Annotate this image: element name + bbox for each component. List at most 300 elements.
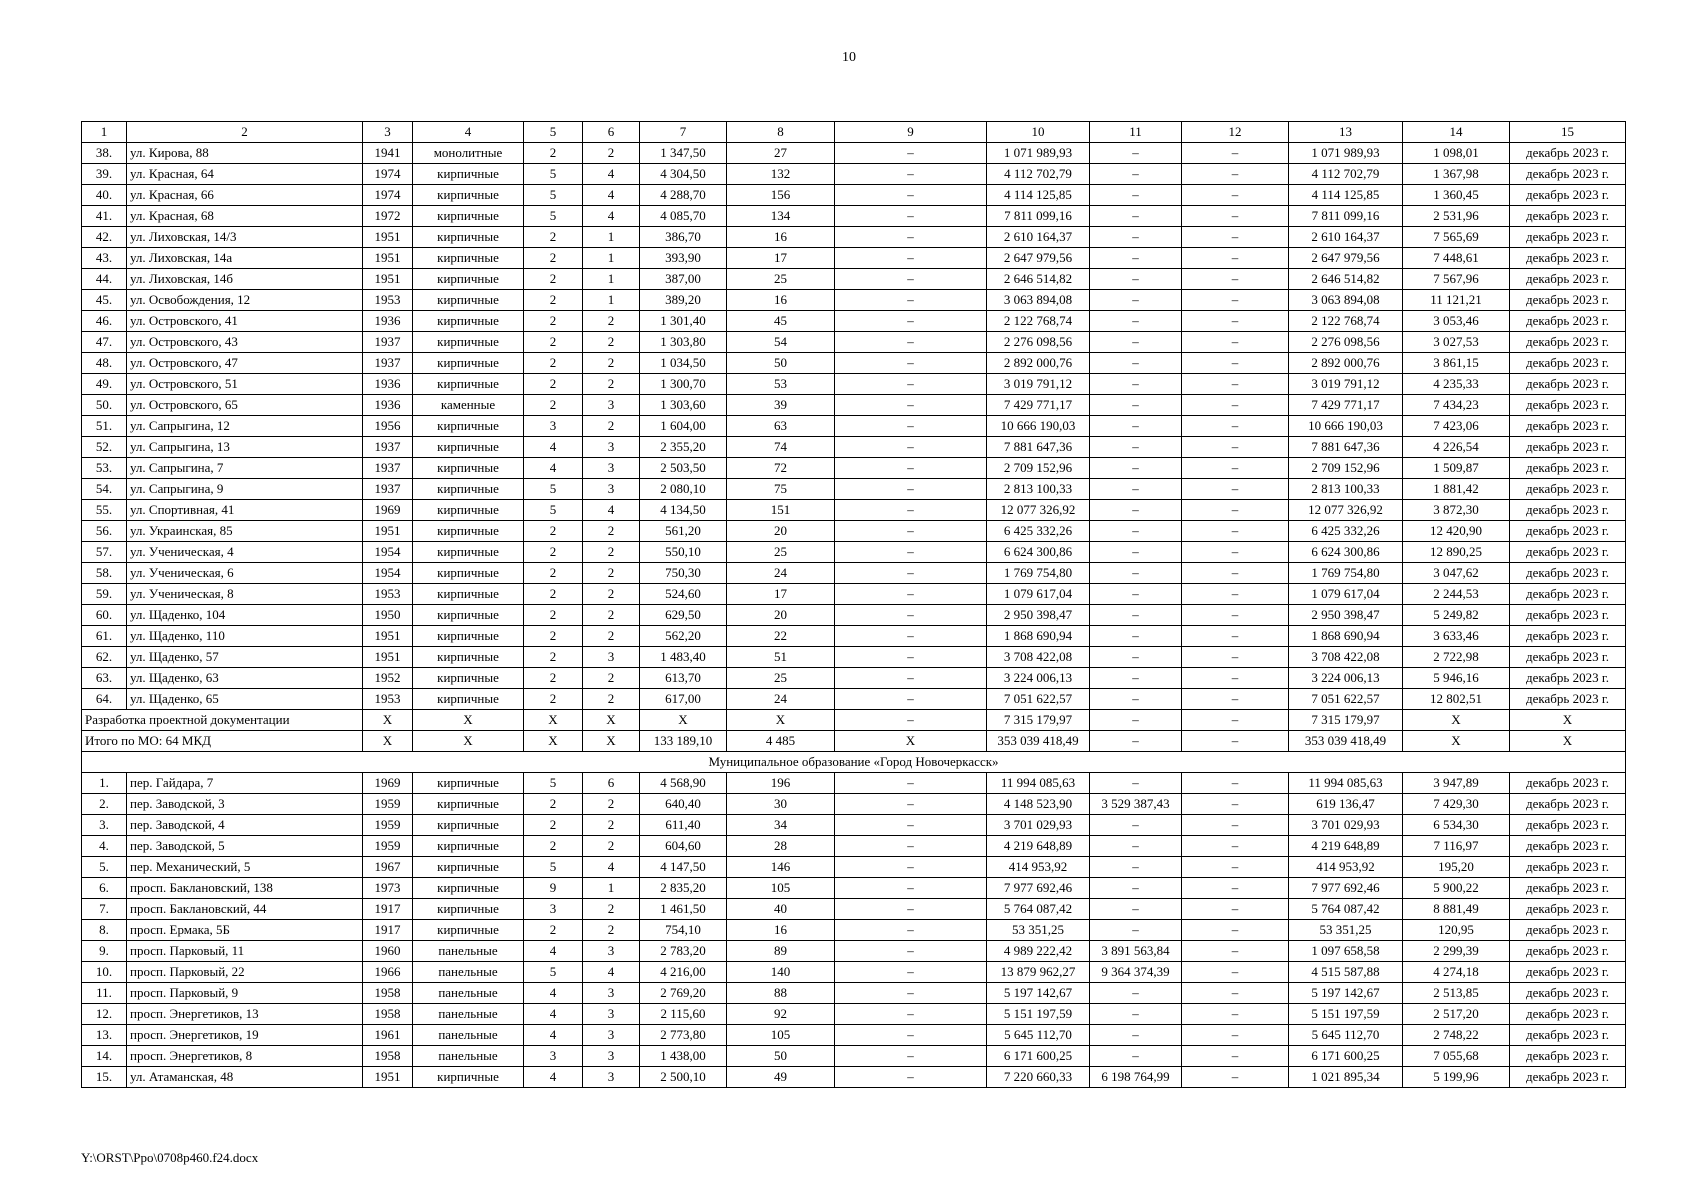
table-row [82,332,1626,353]
table-cell: 50 [727,1046,835,1067]
table-cell: – [1090,290,1182,311]
table-cell: 4 112 702,79 [1289,164,1403,185]
table-cell: ул. Сапрыгина, 13 [127,437,363,458]
table-cell: декабрь 2023 г. [1510,185,1626,206]
table-cell: ул. Лиховская, 14/3 [127,227,363,248]
table-cell: декабрь 2023 г. [1510,416,1626,437]
table-cell: 88 [727,983,835,1004]
table-row [82,563,1626,584]
table-cell: 3 063 894,08 [987,290,1090,311]
table-cell: 1 367,98 [1403,164,1510,185]
table-cell: – [835,815,987,836]
table-cell: просп. Парковый, 9 [127,983,363,1004]
table-cell: 2 610 164,37 [1289,227,1403,248]
table-row [82,668,1626,689]
table-cell: – [1090,584,1182,605]
table-cell: – [835,605,987,626]
table-cell: 2 513,85 [1403,983,1510,1004]
table-cell: 3 [583,1067,640,1088]
table-cell: – [835,206,987,227]
table-cell: 1 347,50 [640,143,727,164]
table-cell: X [1403,731,1510,752]
table-cell: 28 [727,836,835,857]
table-cell: 3 019 791,12 [1289,374,1403,395]
table-cell: 3. [82,815,127,836]
table-cell: 3 [583,1025,640,1046]
table-cell: 2 122 768,74 [987,311,1090,332]
table-cell: монолитные [413,143,524,164]
table-cell: кирпичные [413,563,524,584]
table-cell: декабрь 2023 г. [1510,500,1626,521]
table-row [82,836,1626,857]
table-cell: 4 147,50 [640,857,727,878]
table-cell: 120,95 [1403,920,1510,941]
table-row [82,689,1626,710]
table-cell: 45 [727,311,835,332]
table-row [82,479,1626,500]
table-cell: 3 [583,437,640,458]
table-cell: 561,20 [640,521,727,542]
table-cell: 1937 [363,479,413,500]
table-cell: – [1090,836,1182,857]
table-cell: 134 [727,206,835,227]
table-cell: ул. Островского, 47 [127,353,363,374]
table-header-row [82,122,1626,143]
table-cell: 1 604,00 [640,416,727,437]
table-cell: панельные [413,1046,524,1067]
table-cell: 1937 [363,332,413,353]
table-cell: 2 276 098,56 [987,332,1090,353]
table-cell: панельные [413,1025,524,1046]
table-cell: 6. [82,878,127,899]
table-cell: декабрь 2023 г. [1510,290,1626,311]
table-cell: 4 [524,1025,583,1046]
table-cell: 2 [583,542,640,563]
table-cell: 1 [583,878,640,899]
table-cell: 2 [583,332,640,353]
table-cell: 7 977 692,46 [1289,878,1403,899]
table-cell: 53 351,25 [1289,920,1403,941]
table-cell: 4 219 648,89 [987,836,1090,857]
table-cell: – [1090,416,1182,437]
table-cell: 63 [727,416,835,437]
table-cell: кирпичные [413,857,524,878]
table-cell: 2 080,10 [640,479,727,500]
table-cell: 7 116,97 [1403,836,1510,857]
table-cell: кирпичные [413,815,524,836]
table-cell: 353 039 418,49 [987,731,1090,752]
table-cell: декабрь 2023 г. [1510,437,1626,458]
table-cell: декабрь 2023 г. [1510,899,1626,920]
table-cell: 49. [82,374,127,395]
table-cell: 4 114 125,85 [987,185,1090,206]
table-cell: декабрь 2023 г. [1510,563,1626,584]
table-cell: 10. [82,962,127,983]
table-cell: – [1090,143,1182,164]
table-cell: – [1182,458,1289,479]
table-cell: 51. [82,416,127,437]
table-cell: 25 [727,542,835,563]
table-cell: 2 [583,521,640,542]
table-row [82,794,1626,815]
table-cell: 2 892 000,76 [987,353,1090,374]
table-cell: декабрь 2023 г. [1510,269,1626,290]
table-cell: 2 [524,290,583,311]
summary-row [82,710,1626,731]
table-row [82,185,1626,206]
table-cell: ул. Щаденко, 110 [127,626,363,647]
table-cell: 1 [82,122,127,143]
table-cell: – [1182,332,1289,353]
table-cell: 3 [524,899,583,920]
table-cell: 6 171 600,25 [987,1046,1090,1067]
table-cell: декабрь 2023 г. [1510,353,1626,374]
table-cell: кирпичные [413,437,524,458]
table-cell: 1 438,00 [640,1046,727,1067]
table-cell: – [1090,437,1182,458]
table-cell: декабрь 2023 г. [1510,878,1626,899]
table-cell: кирпичные [413,248,524,269]
table-cell: 9. [82,941,127,962]
table-cell: – [835,458,987,479]
table-cell: 52. [82,437,127,458]
table-cell: – [835,269,987,290]
table-cell: 2 [583,899,640,920]
table-cell: 613,70 [640,668,727,689]
table-cell: 7 881 647,36 [987,437,1090,458]
table-cell: – [1182,311,1289,332]
table-cell: 54. [82,479,127,500]
table-cell: – [835,563,987,584]
table-cell: 2 647 979,56 [987,248,1090,269]
table-cell: кирпичные [413,164,524,185]
table-cell: кирпичные [413,185,524,206]
table-row [82,416,1626,437]
table-cell: 1953 [363,290,413,311]
table-cell: 6 171 600,25 [1289,1046,1403,1067]
table-cell: 2 [524,311,583,332]
table-cell: 4 219 648,89 [1289,836,1403,857]
table-cell: 2 [583,668,640,689]
table-row [82,353,1626,374]
table-cell: 2 503,50 [640,458,727,479]
table-cell: – [1090,605,1182,626]
table-cell: 14. [82,1046,127,1067]
table-cell: 4 288,70 [640,185,727,206]
table-cell: 2 [524,143,583,164]
table-cell: 353 039 418,49 [1289,731,1403,752]
table-cell: 89 [727,941,835,962]
table-cell: ул. Щаденко, 63 [127,668,363,689]
table-cell: декабрь 2023 г. [1510,920,1626,941]
table-cell: пер. Заводской, 3 [127,794,363,815]
table-cell: 3 [583,1046,640,1067]
table-cell: 1969 [363,773,413,794]
table-cell: 604,60 [640,836,727,857]
table-cell: 5. [82,857,127,878]
table-cell: 754,10 [640,920,727,941]
table-cell: 2 [127,122,363,143]
table-cell: 1 881,42 [1403,479,1510,500]
table-cell: 195,20 [1403,857,1510,878]
table-cell: 3 053,46 [1403,311,1510,332]
table-cell: 2 769,20 [640,983,727,1004]
table-cell: – [1090,164,1182,185]
table-cell: 2 [583,143,640,164]
page-number: 10 [842,50,856,65]
table-cell: 16 [727,227,835,248]
table-cell: 3 708 422,08 [987,647,1090,668]
table-cell: 3 224 006,13 [1289,668,1403,689]
table-cell: пер. Механический, 5 [127,857,363,878]
table-cell: – [835,983,987,1004]
table-cell: 9 [835,122,987,143]
table-cell: 1917 [363,920,413,941]
table-cell: 2 748,22 [1403,1025,1510,1046]
table-cell: 2 [583,353,640,374]
table-cell: кирпичные [413,626,524,647]
table-row [82,248,1626,269]
table-cell: – [1182,920,1289,941]
table-cell: 6 624 300,86 [987,542,1090,563]
table-cell: – [1090,206,1182,227]
table-cell: 7 565,69 [1403,227,1510,248]
table-cell: ул. Ученическая, 6 [127,563,363,584]
table-cell: – [835,311,987,332]
table-cell: кирпичные [413,689,524,710]
table-cell: – [835,416,987,437]
table-cell: 133 189,10 [640,731,727,752]
table-cell: – [1182,584,1289,605]
table-cell: 1936 [363,395,413,416]
table-cell: 2 517,20 [1403,1004,1510,1025]
table-cell: 60. [82,605,127,626]
table-cell: 524,60 [640,584,727,605]
table-cell: 2 709 152,96 [1289,458,1403,479]
table-cell: 16 [727,920,835,941]
table-cell: 4 [583,185,640,206]
table-cell: 2 115,60 [640,1004,727,1025]
table-cell: ул. Ученическая, 8 [127,584,363,605]
table-cell: ул. Сапрыгина, 9 [127,479,363,500]
table-cell: – [835,899,987,920]
table-cell: – [835,962,987,983]
table-cell: 4 274,18 [1403,962,1510,983]
table-cell: кирпичные [413,584,524,605]
table-cell: 1972 [363,206,413,227]
table-cell: – [1090,458,1182,479]
table-cell: 1 483,40 [640,647,727,668]
table-cell: – [835,1067,987,1088]
table-cell: ул. Красная, 64 [127,164,363,185]
table-cell: 629,50 [640,605,727,626]
table-cell: 2 813 100,33 [1289,479,1403,500]
table-cell: – [1182,605,1289,626]
table-cell: ул. Красная, 66 [127,185,363,206]
table-cell: 74 [727,437,835,458]
table-cell: 64. [82,689,127,710]
table-cell: декабрь 2023 г. [1510,521,1626,542]
table-cell: – [1090,311,1182,332]
table-cell: 1 360,45 [1403,185,1510,206]
table-cell: 4 304,50 [640,164,727,185]
table-cell: 43. [82,248,127,269]
table-cell: 40. [82,185,127,206]
table-cell: 1 868 690,94 [987,626,1090,647]
table-cell: 5 764 087,42 [987,899,1090,920]
table-cell: просп. Баклановский, 138 [127,878,363,899]
table-cell: декабрь 2023 г. [1510,647,1626,668]
table-cell: кирпичные [413,836,524,857]
table-cell: декабрь 2023 г. [1510,395,1626,416]
table-cell: 44. [82,269,127,290]
table-cell: 55. [82,500,127,521]
table-row [82,605,1626,626]
table-cell: – [1182,899,1289,920]
table-cell: декабрь 2023 г. [1510,605,1626,626]
table-cell: 24 [727,563,835,584]
table-cell: 3 891 563,84 [1090,941,1182,962]
table-cell: 1 079 617,04 [987,584,1090,605]
table-cell: 105 [727,878,835,899]
table-cell: 3 633,46 [1403,626,1510,647]
table-cell: 562,20 [640,626,727,647]
table-cell: 72 [727,458,835,479]
table-cell: – [1182,1046,1289,1067]
table-cell: 196 [727,773,835,794]
table-cell: – [835,584,987,605]
table-cell: – [1182,731,1289,752]
table-cell: – [835,500,987,521]
table-cell: 2 [524,920,583,941]
table-row [82,647,1626,668]
table-cell: 1937 [363,437,413,458]
table-cell: 1960 [363,941,413,962]
table-cell: – [835,857,987,878]
table-cell: 2 722,98 [1403,647,1510,668]
table-cell: 17 [727,584,835,605]
table-cell: 2 355,20 [640,437,727,458]
table-cell: 10 666 190,03 [1289,416,1403,437]
table-cell: 2 950 398,47 [1289,605,1403,626]
table-cell: 2 [524,794,583,815]
table-cell: – [1182,479,1289,500]
table-cell: 414 953,92 [1289,857,1403,878]
table-cell: декабрь 2023 г. [1510,227,1626,248]
table-cell: 2 [583,584,640,605]
table-cell: 6 425 332,26 [987,521,1090,542]
table-cell: – [1182,857,1289,878]
table-cell: ул. Островского, 41 [127,311,363,332]
table-cell: 39. [82,164,127,185]
table-cell: 1953 [363,584,413,605]
table-cell: – [1090,374,1182,395]
table-cell: 50. [82,395,127,416]
table-cell: 2 [524,248,583,269]
table-cell: 4 114 125,85 [1289,185,1403,206]
table-cell: 2 [583,374,640,395]
table-cell: кирпичные [413,605,524,626]
table-cell: – [835,1004,987,1025]
table-cell: декабрь 2023 г. [1510,143,1626,164]
table-cell: 140 [727,962,835,983]
table-cell: 41. [82,206,127,227]
table-cell: 53 351,25 [987,920,1090,941]
table-cell: 393,90 [640,248,727,269]
table-cell: – [835,521,987,542]
table-cell: 3 019 791,12 [987,374,1090,395]
table-row [82,584,1626,605]
table-cell: декабрь 2023 г. [1510,836,1626,857]
table-cell: 2 [524,836,583,857]
table-cell: 25 [727,668,835,689]
table-cell: 2 [524,227,583,248]
table-cell: – [835,143,987,164]
table-cell: Итого по МО: 64 МКД [82,731,363,752]
table-cell: X [1510,731,1626,752]
table-cell: 7 429 771,17 [987,395,1090,416]
table-cell: просп. Парковый, 22 [127,962,363,983]
table-cell: – [1090,500,1182,521]
table-cell: – [1182,836,1289,857]
table-cell: – [1090,1004,1182,1025]
table-cell: 1 300,70 [640,374,727,395]
table-cell: 1 [583,227,640,248]
table-cell: 2 950 398,47 [987,605,1090,626]
table-cell: кирпичные [413,521,524,542]
table-cell: 11 121,21 [1403,290,1510,311]
table-cell: ул. Спортивная, 41 [127,500,363,521]
table-cell: 4 [524,1067,583,1088]
table-cell: 2 646 514,82 [1289,269,1403,290]
table-cell: кирпичные [413,1067,524,1088]
table-row [82,1046,1626,1067]
table-cell: 1 021 895,34 [1289,1067,1403,1088]
table-cell: 2 531,96 [1403,206,1510,227]
table-row [82,773,1626,794]
table-cell: 611,40 [640,815,727,836]
table-cell: 1 301,40 [640,311,727,332]
table-cell: 146 [727,857,835,878]
table-cell: 3 [583,458,640,479]
table-cell: 7 423,06 [1403,416,1510,437]
table-cell: 7 567,96 [1403,269,1510,290]
table-cell: декабрь 2023 г. [1510,689,1626,710]
table-cell: 2 [583,605,640,626]
table-cell: – [1090,815,1182,836]
table-cell: 11 994 085,63 [1289,773,1403,794]
table-cell: 11. [82,983,127,1004]
table-cell: кирпичные [413,899,524,920]
table-cell: 389,20 [640,290,727,311]
table-cell: кирпичные [413,878,524,899]
table-cell: 1937 [363,458,413,479]
table-cell: 7 434,23 [1403,395,1510,416]
table-cell: декабрь 2023 г. [1510,983,1626,1004]
table-cell: 1917 [363,899,413,920]
table-cell: – [1182,563,1289,584]
table-cell: 1959 [363,815,413,836]
table-cell: 2 835,20 [640,878,727,899]
table-cell: 5 199,96 [1403,1067,1510,1088]
table-cell: 2 [583,920,640,941]
table-cell: 58. [82,563,127,584]
table-cell: 2 [583,416,640,437]
table-cell: – [1182,437,1289,458]
table-cell: 2 122 768,74 [1289,311,1403,332]
table-cell: – [835,773,987,794]
housing-table [81,121,1626,1088]
